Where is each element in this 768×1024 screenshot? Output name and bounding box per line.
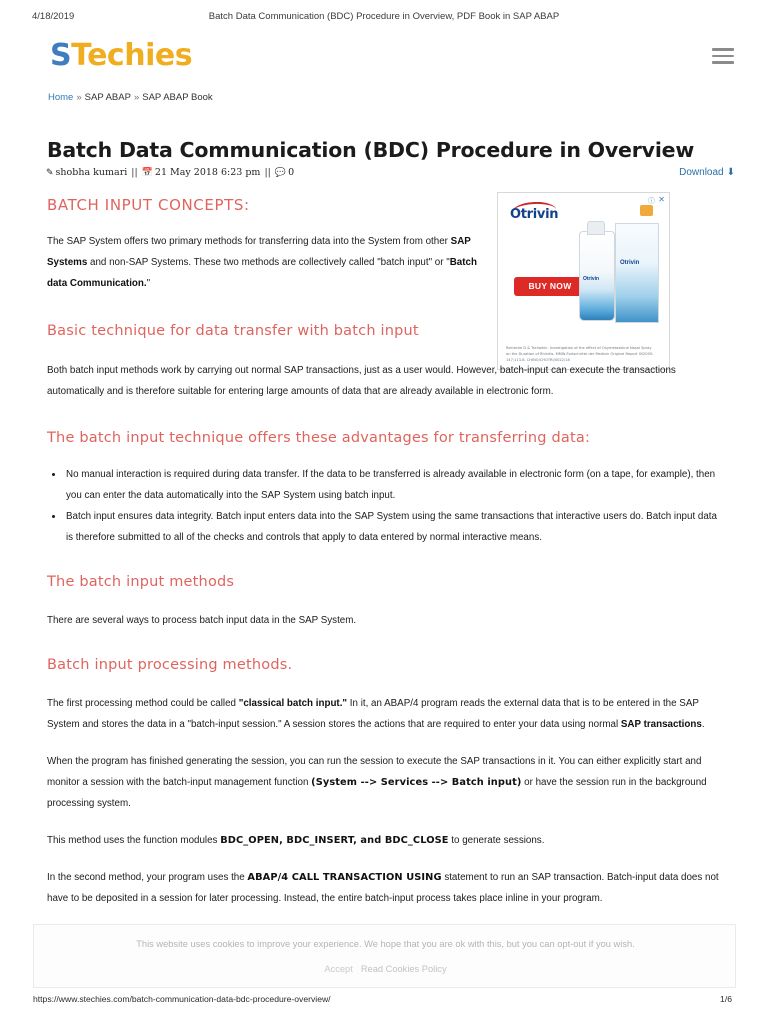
ad-buy-now-button[interactable]: BUY NOW xyxy=(514,277,586,296)
cookie-consent-banner xyxy=(33,924,736,988)
paragraph-1 xyxy=(47,231,487,294)
p1-part-a: The SAP System offers two primary methods for transferring data into the System from other xyxy=(47,236,451,247)
ad-bottle-label: Otrivin xyxy=(583,276,600,282)
paragraph-3: There are several ways to process batch input data in the SAP System. xyxy=(47,615,357,626)
heading-basic-technique: Basic technique for data transfer with batch input xyxy=(47,323,419,339)
hamburger-icon[interactable] xyxy=(712,48,734,66)
download-label: Download xyxy=(679,167,724,178)
close-icon[interactable]: ✕ xyxy=(658,195,665,204)
advantages-list xyxy=(47,464,719,548)
breadcrumb-separator: » xyxy=(133,92,140,103)
footer-page-number: 1/6 xyxy=(720,994,732,1004)
p6-part-c: to generate sessions. xyxy=(448,835,545,846)
p5-bold-menu-path: (System --> Services --> Batch input) xyxy=(311,777,522,788)
p4-part-e: . xyxy=(701,719,705,730)
p1-part-c: and non-SAP Systems. These two methods are collectively called "batch input" or " xyxy=(87,257,450,268)
publish-date: 21 May 2018 6:23 pm xyxy=(154,167,261,178)
paragraph-7 xyxy=(47,867,719,909)
p4-bold-classical: "classical batch input." xyxy=(238,698,348,709)
logo-s: S xyxy=(50,38,72,73)
accept-cookies-button[interactable]: Accept xyxy=(324,964,353,974)
print-date: 4/18/2019 xyxy=(32,11,75,22)
pencil-icon: ✎ xyxy=(46,168,54,178)
print-header xyxy=(0,11,768,25)
p4-bold-sap-transactions: SAP transactions xyxy=(620,719,702,730)
cookie-actions xyxy=(34,964,737,974)
comment-icon: 💬 xyxy=(274,168,287,178)
site-header xyxy=(0,36,768,84)
list-item: • Batch input ensures data integrity. Batch input enters data into the SAP System using the same transactions that interactive users do. Batch input data is therefore submitted to all of the checks and controls that apply to data entered by normal interactive means. xyxy=(64,506,719,548)
read-cookies-policy-link[interactable]: Read Cookies Policy xyxy=(360,964,447,974)
heading-processing-methods: Batch input processing methods. xyxy=(47,657,293,673)
meta-divider: || xyxy=(131,167,138,178)
p7-bold-call-transaction: ABAP/4 CALL TRANSACTION USING xyxy=(247,872,442,883)
comment-count: 0 xyxy=(288,167,295,178)
author-name: shobha kumari xyxy=(55,167,128,178)
hamburger-bar xyxy=(712,48,734,51)
article-meta xyxy=(46,167,294,178)
paragraph-2: Both batch input methods work by carrying out normal SAP transactions, just as a user would. However, batch-input can execute the transactions automatically and is therefore suitable for entering large amounts of data that are already available in electronic form. xyxy=(47,365,676,397)
paragraph-4 xyxy=(47,693,719,735)
hamburger-bar xyxy=(712,55,734,58)
paragraph-5 xyxy=(47,751,719,814)
adchoices-icon[interactable]: ⓘ xyxy=(648,198,655,205)
heading-advantages: The batch input technique offers these advantages for transferring data: xyxy=(47,430,591,446)
calendar-icon: 📅 xyxy=(141,168,153,178)
p7-part-c: statement to run an SAP transaction. Batch-input data does not have to be deposited in a session for later processing. Instead, the entire batch-input process takes place inline in your program. xyxy=(47,872,719,904)
download-icon: ⬇ xyxy=(726,167,735,178)
list-item: • No manual interaction is required during data transfer. If the data to be transferred is already available in electronic form (on a tape, for example), then you can enter the data automatically into the SAP System using batch input. xyxy=(64,464,719,506)
hamburger-bar xyxy=(712,61,734,64)
download-button[interactable] xyxy=(679,167,735,178)
breadcrumb xyxy=(48,92,213,103)
p1-bold-sap-systems: SAP Systems xyxy=(47,236,471,268)
footer-url: https://www.stechies.com/batch-communication-data-bdc-procedure-overview/ xyxy=(33,994,331,1004)
breadcrumb-home[interactable]: Home xyxy=(48,92,74,103)
p1-bold-bdc: Batch data Communication. xyxy=(47,257,477,289)
heading-batch-input-concepts: BATCH INPUT CONCEPTS: xyxy=(47,196,250,214)
logo-techies: Techies xyxy=(71,38,193,73)
p1-part-e: " xyxy=(146,278,151,289)
p6-bold-function-modules: BDC_OPEN, BDC_INSERT, and BDC_CLOSE xyxy=(220,835,449,846)
breadcrumb-sap-abap[interactable]: SAP ABAP xyxy=(84,92,131,103)
p4-part-a: The first processing method could be called xyxy=(47,698,239,709)
p5-part-a: When the program has finished generating the session, you can run the session to execute the SAP transactions in it. You can either explicitly start and monitor a session with the batch-input management function xyxy=(47,756,702,788)
paragraph-6 xyxy=(47,830,719,851)
breadcrumb-sap-abap-book[interactable]: SAP ABAP Book xyxy=(142,92,213,103)
p4-part-c: In it, an ABAP/4 program reads the external data that is to be entered in the SAP System and stores the data in a "batch-input session." A session stores the actions that are required to enter your data using normal xyxy=(47,698,699,730)
ad-legal-text: Reinecke D & Tschaikin. Investigation of the effect of Oxymetazoline Nasal Spray on the Duration of Rhinitis. MMW-Fortschritte der Medizin Original Report III/2005: 147;113-8. CHINO/CHOTRI/0022/18 xyxy=(506,346,654,362)
ad-brand-name: Otrivin xyxy=(510,207,559,222)
cookie-message: This website uses cookies to improve your experience. We hope that you are ok with this, but you can opt-out if you wish. xyxy=(136,939,635,949)
breadcrumb-separator: » xyxy=(76,92,82,103)
heading-batch-input-methods: The batch input methods xyxy=(47,574,235,590)
article-body xyxy=(47,196,719,909)
print-doc-title: Batch Data Communication (BDC) Procedure in Overview, PDF Book in SAP ABAP xyxy=(208,11,560,22)
page-title: Batch Data Communication (BDC) Procedure in Overview xyxy=(47,137,695,162)
site-logo[interactable] xyxy=(50,36,192,76)
p6-part-a: This method uses the function modules xyxy=(47,835,221,846)
ad-carton-label: Otrivin xyxy=(620,260,640,266)
p7-part-a: In the second method, your program uses the xyxy=(47,872,248,883)
p5-part-c: or have the session run in the background processing system. xyxy=(47,777,707,809)
meta-divider: || xyxy=(264,167,271,178)
